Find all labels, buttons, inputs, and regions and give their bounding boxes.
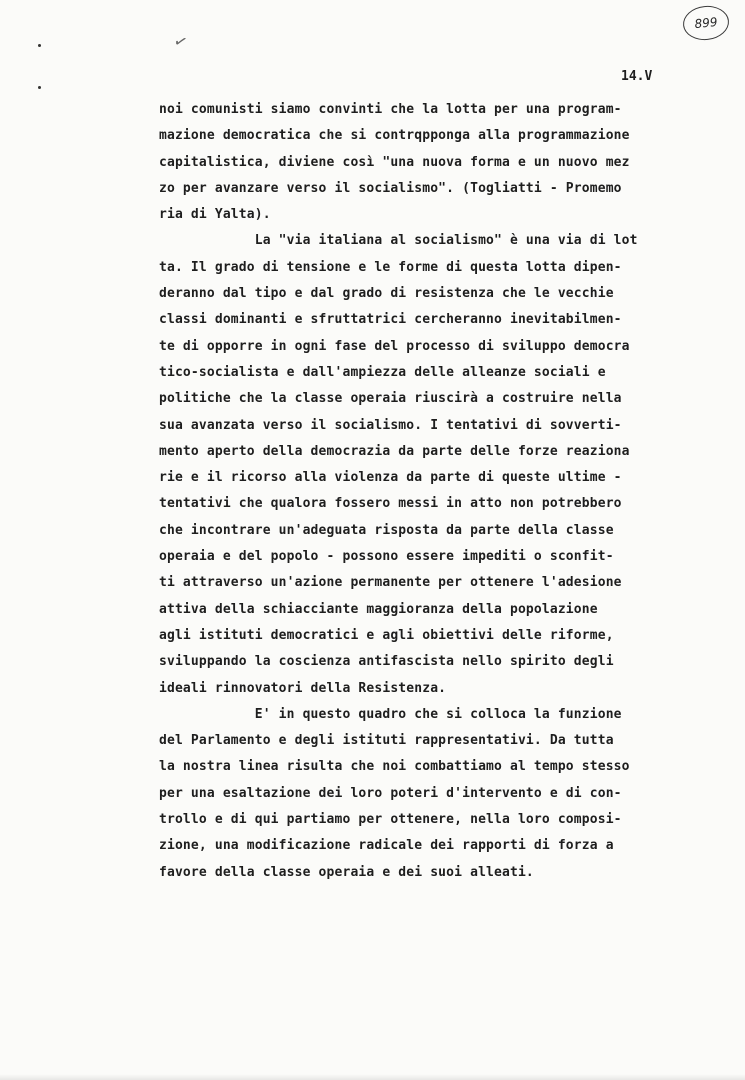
text-line: capitalistica, diviene così "una nuova forma e un nuovo mez — [159, 154, 630, 170]
text-line: deranno dal tipo e dal grado di resistenza che le vecchie — [159, 286, 614, 302]
text-line: attiva della schiacciante maggioranza della popolazione — [159, 601, 598, 617]
page-number: 14.V — [621, 69, 653, 84]
text-line: classi dominanti e sfruttatrici cercheranno inevitabilmen- — [159, 312, 622, 328]
text-line: politiche che la classe operaia riuscirà a costruire nella — [159, 391, 622, 407]
text-line: zione, una modificazione radicale dei rapporti di forza a — [159, 838, 614, 854]
text-line: ideali rinnovatori della Resistenza. — [159, 680, 447, 696]
text-line: la nostra linea risulta che noi combattiamo al tempo stesso — [159, 759, 630, 775]
margin-dot — [38, 44, 41, 47]
text-line: tico-socialista e dall'ampiezza delle alleanze sociali e — [159, 364, 606, 380]
text-line: La "via italiana al socialismo" è una via di lot — [159, 233, 638, 249]
text-line: per una esaltazione dei loro poteri d'intervento e di con- — [159, 785, 622, 801]
text-line: favore della classe operaia e dei suoi alleati. — [159, 864, 534, 880]
text-line: te di opporre in ogni fase del processo di sviluppo democra — [159, 338, 630, 354]
text-line: mazione democratica che si contrqpponga alla programmazione — [159, 128, 630, 144]
text-line: sua avanzata verso il socialismo. I tentativi di sovverti- — [159, 417, 622, 433]
margin-dot — [38, 86, 41, 89]
text-line: noi comunisti siamo convinti che la lotta per una program- — [159, 102, 622, 117]
text-line: mento aperto della democrazia da parte delle forze reaziona — [159, 443, 630, 459]
text-line: trollo e di qui partiamo per ottenere, nella loro composi- — [159, 812, 622, 828]
text-line: ti attraverso un'azione permanente per ottenere l'adesione — [159, 575, 622, 591]
text-line: sviluppando la coscienza antifascista nello spirito degli — [159, 654, 614, 670]
text-line: operaia e del popolo - possono essere impediti o sconfit- — [159, 549, 614, 565]
archive-stamp: 899 — [681, 4, 730, 43]
text-line: agli istituti democratici e agli obiettivi delle riforme, — [159, 627, 614, 643]
text-line: del Parlamento e degli istituti rappresentativi. Da tutta — [159, 733, 614, 749]
typed-text-body — [159, 97, 699, 886]
text-line: che incontrare un'adeguata risposta da parte della classe — [159, 522, 614, 538]
text-line: ta. Il grado di tensione e le forme di questa lotta dipen- — [159, 259, 622, 275]
text-line: E' in questo quadro che si colloca la funzione — [159, 706, 622, 722]
pencil-check-mark: ✓ — [171, 30, 191, 53]
page-edge-shadow — [0, 1074, 745, 1080]
text-line: rie e il ricorso alla violenza da parte di queste ultime - — [159, 470, 622, 486]
text-line: zo per avanzare verso il socialismo". (Togliatti - Promemo — [159, 180, 622, 196]
text-line: tentativi che qualora fossero messi in atto non potrebbero — [159, 496, 622, 512]
text-line: ria di Yalta). — [159, 207, 271, 223]
